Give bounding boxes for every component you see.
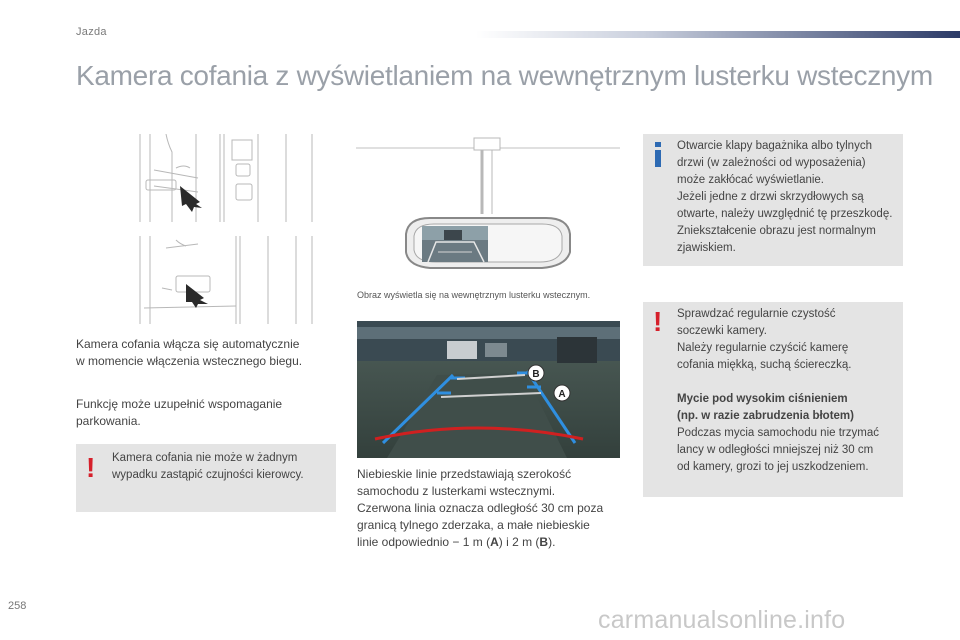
warning-box-driver (76, 444, 336, 512)
mirror-caption: Obraz wyświetla się na wewnętrznym lusterku wstecznym. (357, 290, 591, 300)
warning-icon: ! (86, 452, 96, 483)
mirror-illustration (356, 134, 620, 284)
van-rear-illustration-top (136, 134, 318, 222)
info-icon (653, 142, 663, 167)
warning-text-cleaning: Sprawdzać regularnie czystość soczewki kamery. Należy regularnie czyścić kamerę cofania miękką, suchą ściereczką. Mycie pod wysokim ciśnieniem (np. w razie zabrudzenia błotem) Podczas mycia samochodu nie trzymać lancy w odległości mniejszej niż 30 cm od kamery, grozi to jej uszkodzeniem. (677, 308, 879, 473)
intro-paragraph: Kamera cofania włącza się automatycznie w momencie włączenia wstecznego biegu. (76, 337, 303, 368)
van-rear-illustration-bottom (136, 236, 318, 324)
warning-icon: ! (653, 306, 663, 337)
header-gradient-bar (476, 31, 960, 38)
camera-view-image (357, 321, 620, 458)
warning-text-driver: Kamera cofania nie może w żadnym wypadku zastąpić czujności kierowcy. (112, 452, 304, 481)
page-title: Kamera cofania z wyświetlaniem na wewnętrznym lusterku wstecznym (76, 60, 933, 91)
assist-paragraph: Funkcję może uzupełnić wspomaganie parkowania. (76, 397, 283, 428)
label-a: A (558, 389, 566, 400)
guide-lines-description: Niebieskie linie przedstawiają szerokość samochodu z lusterkami wstecznymi. Czerwona linia oznacza odległość 30 cm poza granicą tylnego zderzaka, a małe niebieskie linie odpowiednio − 1 m (A) i 2 m (B). (357, 467, 604, 549)
warning-box-cleaning (643, 302, 903, 497)
label-b: B (532, 369, 540, 380)
info-text-doors: Otwarcie klapy bagażnika albo tylnych drzwi (w zależności od wyposażenia) może zakłócać wyświetlanie. Jeżeli jedne z drzwi skrzydłowych są otwarte, należy uwzględnić tę przeszkodę. Zniekształcenie obrazu jest normalnym zjawiskiem. (677, 140, 893, 254)
page-number: 258 (8, 600, 27, 612)
watermark: carmanualsonline.info (598, 606, 846, 634)
info-box-doors (643, 134, 903, 266)
section-label: Jazda (76, 26, 107, 38)
high-pressure-heading: Mycie pod wysokim ciśnieniem (677, 393, 848, 405)
